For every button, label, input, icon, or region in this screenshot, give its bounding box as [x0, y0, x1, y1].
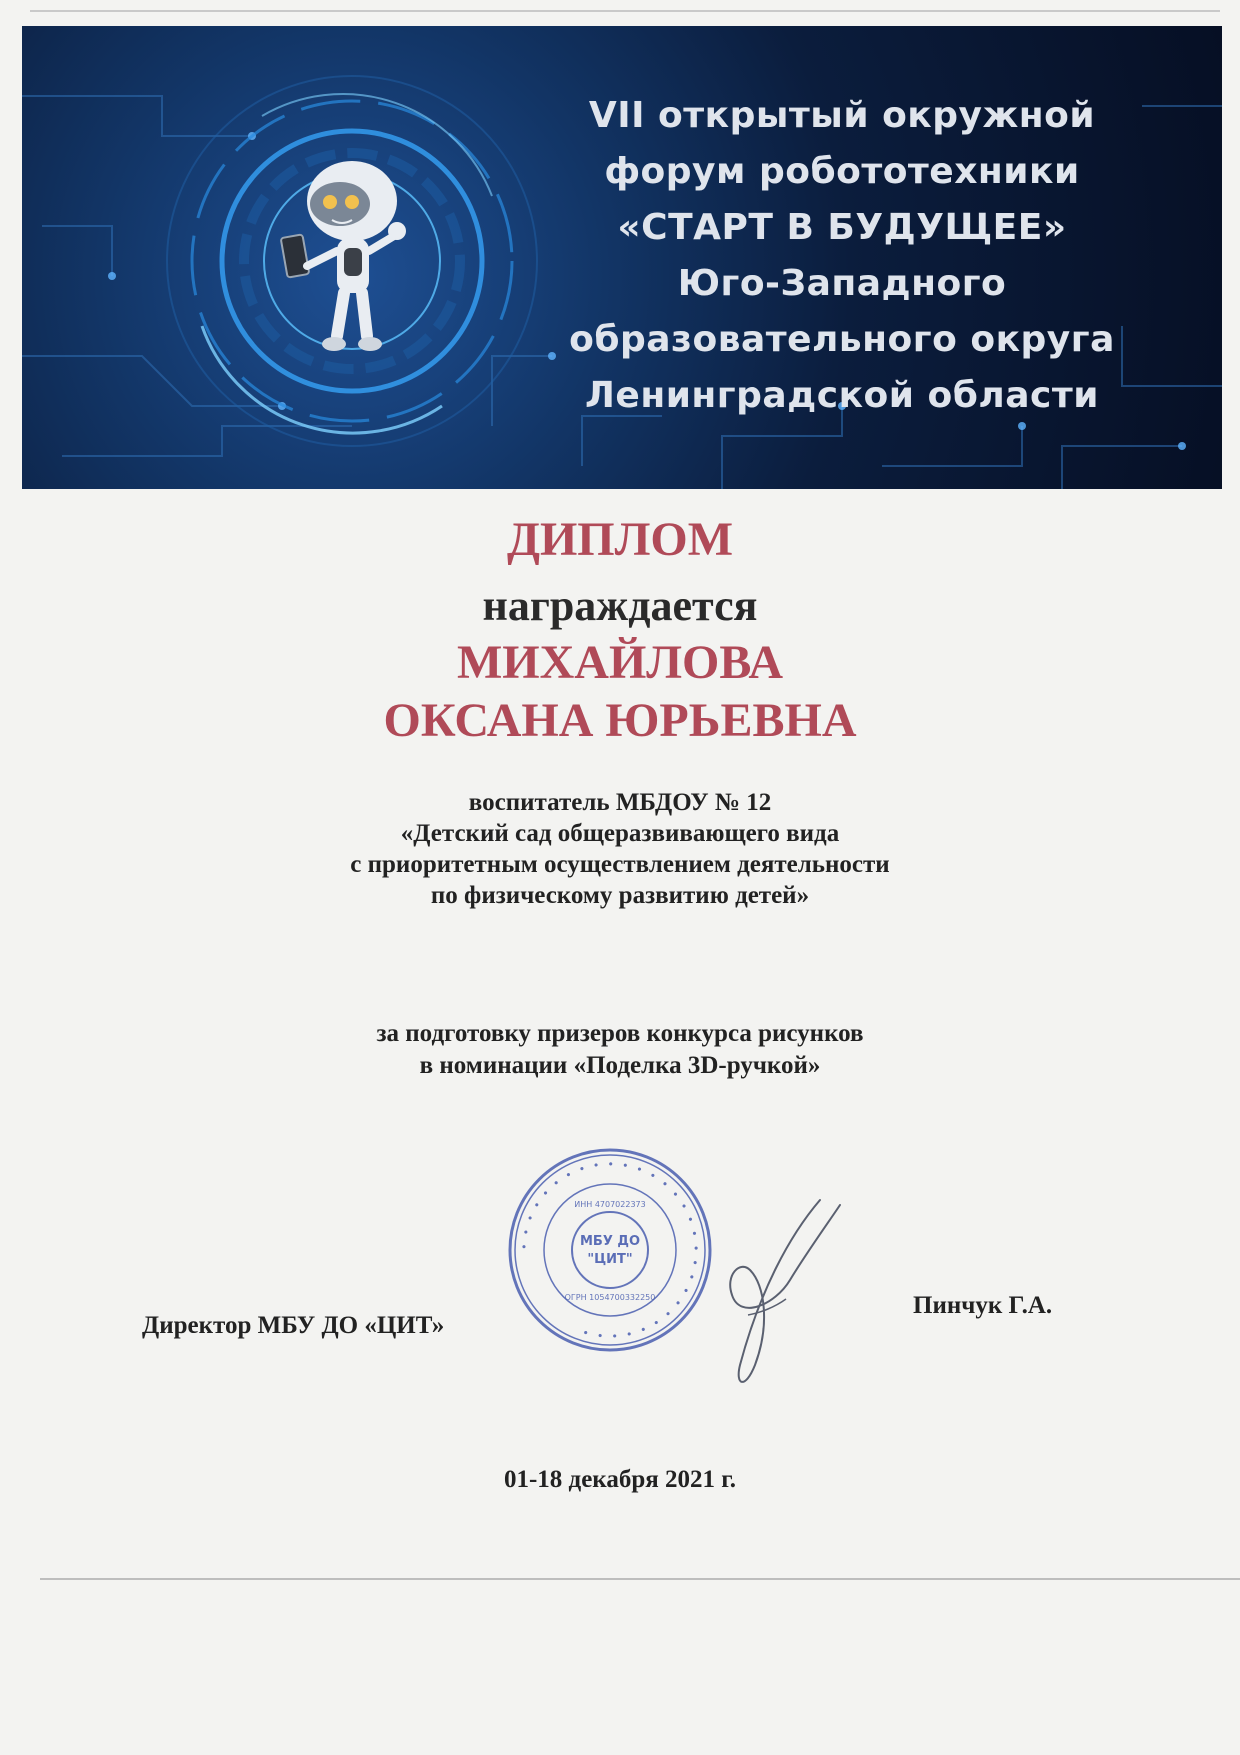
position-line: «Детский сад общеразвивающего вида	[400, 820, 840, 847]
forum-banner	[22, 26, 1222, 489]
stamp-ogrn: ОГРН 1054700332250	[564, 1293, 656, 1302]
awarded-label: награждается	[482, 581, 758, 630]
stamp-center-line: МБУ ДО	[579, 1234, 641, 1249]
scan-edge-top	[30, 10, 1220, 12]
official-stamp	[505, 1145, 715, 1355]
forum-title-line: Ленинградской области	[585, 375, 1099, 416]
recipient-surname: МИХАЙЛОВА	[456, 636, 784, 689]
handwritten-signature	[720, 1195, 850, 1395]
forum-title-line: образовательного округа	[569, 319, 1115, 360]
position-line: по физическому развитию детей»	[430, 882, 810, 909]
forum-title-line: «СТАРТ В БУДУЩЕЕ»	[617, 207, 1067, 248]
event-date: 01-18 декабря 2021 г.	[503, 1466, 737, 1493]
signer-name: Пинчук Г.А.	[913, 1292, 1053, 1319]
forum-title	[552, 88, 1132, 424]
svg-text:• • • • • • • • • • • • • • •: • • • • • • • • • • • • • • • • • • • • • • • • • • • • • •	[517, 1157, 703, 1343]
forum-title-line: форум робототехники	[604, 151, 1080, 192]
forum-title-line: Юго-Западного	[677, 263, 1007, 304]
position-line: с приоритетным осуществлением деятельности	[350, 851, 890, 878]
stamp-center-line: "ЦИТ"	[587, 1252, 633, 1267]
forum-title-line: VII открытый окружной	[588, 95, 1096, 136]
scan-edge-bottom	[40, 1578, 1240, 1580]
stamp-inn: ИНН 4707022373	[574, 1200, 646, 1209]
diploma-title: ДИПЛОМ	[506, 513, 734, 566]
reason-line: за подготовку призеров конкурса рисунков	[376, 1020, 864, 1047]
award-reason	[0, 1018, 1240, 1082]
position-line: воспитатель МБДОУ № 12	[468, 789, 772, 816]
recipient-position	[0, 787, 1240, 911]
recipient-given-names: ОКСАНА ЮРЬЕВНА	[383, 694, 857, 747]
signer-role: Директор МБУ ДО «ЦИТ»	[142, 1312, 445, 1339]
reason-line: в номинации «Поделка 3D-ручкой»	[419, 1052, 821, 1079]
